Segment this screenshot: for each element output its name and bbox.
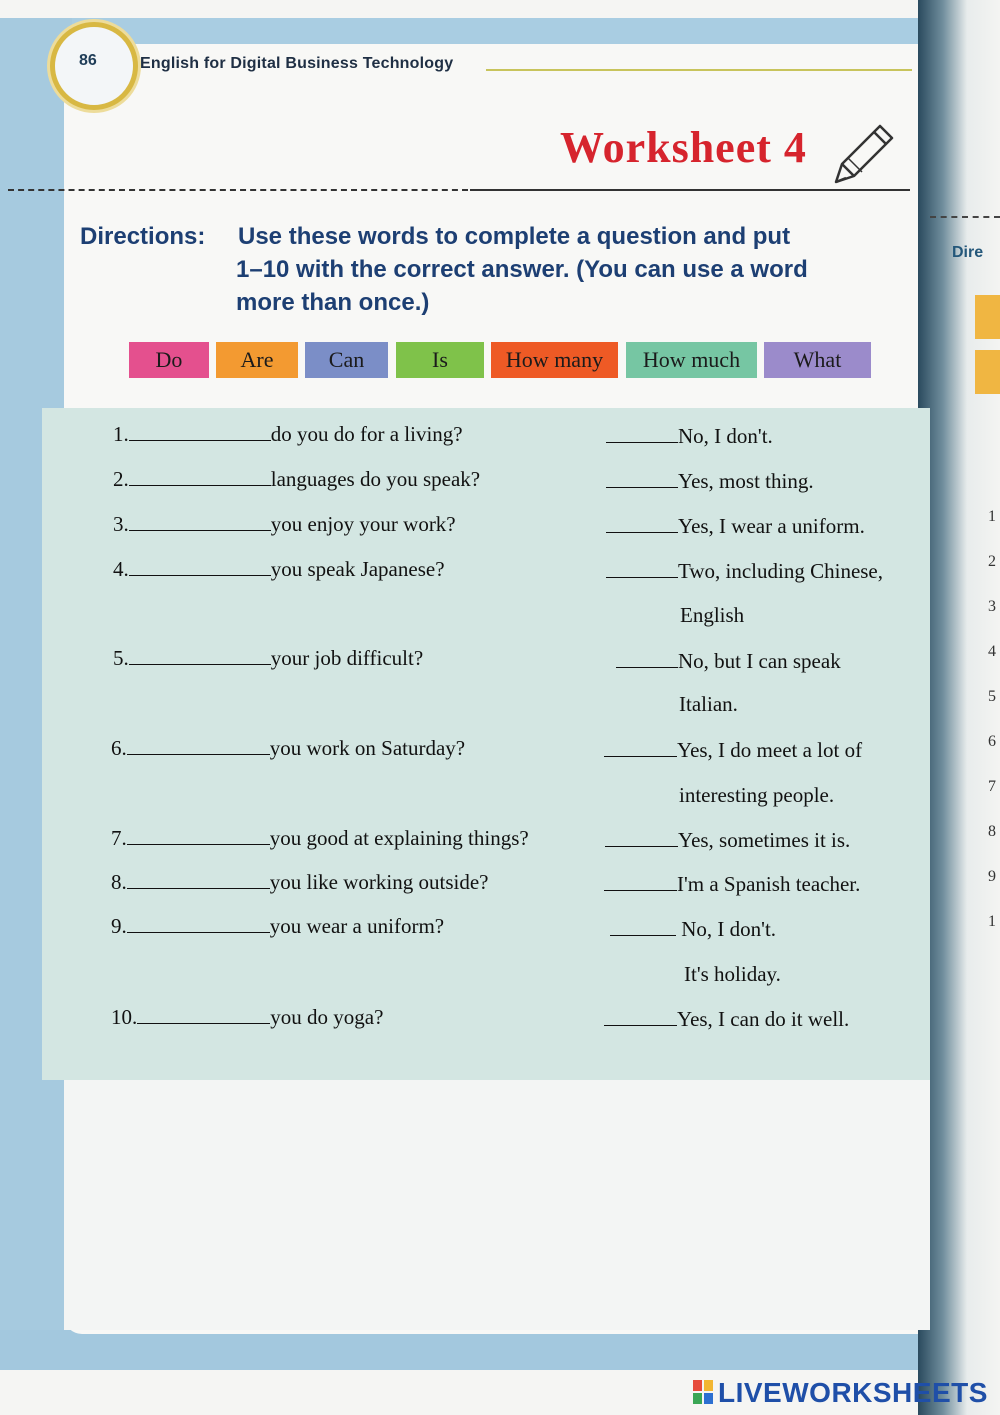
answer-blank[interactable] xyxy=(127,914,270,933)
answer-text: Yes, most thing. xyxy=(678,469,814,493)
spine-number: 9 xyxy=(988,868,996,885)
question-number: 2. xyxy=(113,467,129,491)
question-text: your job difficult? xyxy=(270,646,424,670)
question-row xyxy=(113,467,480,492)
word-bank-how-many[interactable]: How many xyxy=(491,342,618,378)
answer-continuation: It's holiday. xyxy=(684,962,781,986)
word-bank-is[interactable]: Is xyxy=(396,342,484,378)
match-blank[interactable] xyxy=(610,917,676,936)
book-title: English for Digital Business Technology xyxy=(140,55,454,72)
question-number: 5. xyxy=(113,646,129,670)
question-row xyxy=(111,736,465,761)
match-blank[interactable] xyxy=(604,738,677,757)
lower-page-area xyxy=(64,1080,930,1330)
answer-text: Yes, I can do it well. xyxy=(677,1007,850,1031)
match-blank[interactable] xyxy=(616,649,678,668)
spine-divider xyxy=(930,216,1000,218)
worksheet-title: Worksheet 4 xyxy=(560,123,807,172)
answer-row xyxy=(606,514,865,539)
question-text: you speak Japanese? xyxy=(270,557,445,581)
page-frame-bottom xyxy=(0,1330,930,1370)
question-text: languages do you speak? xyxy=(270,467,481,491)
answer-blank[interactable] xyxy=(129,557,271,576)
spine-numbers xyxy=(988,494,996,944)
question-text: do you do for a living? xyxy=(270,422,463,446)
question-row xyxy=(111,914,444,939)
spine-color-tab xyxy=(975,295,1000,339)
answer-continuation: interesting people. xyxy=(679,783,835,807)
answer-blank[interactable] xyxy=(129,646,271,665)
word-bank-are[interactable]: Are xyxy=(216,342,298,378)
spine-number: 5 xyxy=(988,688,996,705)
question-row xyxy=(111,826,529,851)
match-blank[interactable] xyxy=(606,559,678,578)
question-number: 8. xyxy=(111,870,127,894)
directions-text: Use these words to complete a question and put xyxy=(238,223,791,250)
answer-blank[interactable] xyxy=(127,736,270,755)
question-row xyxy=(113,422,463,447)
answer-row xyxy=(606,559,883,584)
match-blank[interactable] xyxy=(604,872,677,891)
word-bank-what[interactable]: What xyxy=(764,342,871,378)
question-row xyxy=(113,646,423,671)
answer-blank[interactable] xyxy=(129,422,271,441)
question-number: 6. xyxy=(111,736,127,760)
match-blank[interactable] xyxy=(605,828,678,847)
title-solid-rule xyxy=(470,189,910,191)
answer-row xyxy=(604,738,862,763)
question-number: 1. xyxy=(113,422,129,446)
word-bank-how-much[interactable]: How much xyxy=(626,342,757,378)
question-row xyxy=(111,870,488,895)
pencil-icon xyxy=(828,118,898,190)
answer-row xyxy=(604,872,860,897)
spine-number: 4 xyxy=(988,643,996,660)
question-number: 9. xyxy=(111,914,127,938)
answer-text: Yes, sometimes it is. xyxy=(678,828,851,852)
question-text: you work on Saturday? xyxy=(269,736,466,760)
liveworksheets-logo: LIVEWORKSHEETS xyxy=(718,1377,988,1408)
spine-number: 6 xyxy=(988,733,996,750)
spine-number: 7 xyxy=(988,778,996,795)
question-text: you like working outside? xyxy=(269,870,489,894)
answer-row xyxy=(610,917,776,942)
question-number: 7. xyxy=(111,826,127,850)
match-blank[interactable] xyxy=(606,469,678,488)
word-bank-can[interactable]: Can xyxy=(305,342,388,378)
question-text: you do yoga? xyxy=(270,1005,384,1029)
question-row xyxy=(113,512,456,537)
answer-row xyxy=(606,424,773,449)
answer-continuation: English xyxy=(680,603,745,627)
answer-row xyxy=(605,828,850,853)
spine-number: 3 xyxy=(988,598,996,615)
answer-blank[interactable] xyxy=(127,870,270,889)
answer-blank[interactable] xyxy=(129,467,271,486)
answer-text: Two, including Chinese, xyxy=(678,559,884,583)
spine-number: 2 xyxy=(988,553,996,570)
answer-continuation: Italian. xyxy=(679,692,738,716)
question-number: 10. xyxy=(111,1005,138,1029)
directions-text: 1–10 with the correct answer. (You can use a word xyxy=(236,256,808,283)
directions-text: more than once.) xyxy=(236,289,430,316)
title-dashed-rule xyxy=(8,189,468,191)
answer-row xyxy=(604,1007,849,1032)
question-text: you enjoy your work? xyxy=(270,512,456,536)
answer-text: Yes, I do meet a lot of xyxy=(677,738,863,762)
answer-text: No, I don't. xyxy=(681,917,777,941)
match-blank[interactable] xyxy=(606,424,678,443)
answer-row xyxy=(616,649,841,674)
question-text: you good at explaining things? xyxy=(269,826,529,850)
answer-blank[interactable] xyxy=(137,1005,270,1024)
word-bank-do[interactable]: Do xyxy=(129,342,209,378)
spine-label: Dire xyxy=(952,244,984,261)
question-row xyxy=(111,1005,383,1030)
answer-blank[interactable] xyxy=(129,512,271,531)
match-blank[interactable] xyxy=(606,514,678,533)
spine-number: 1 xyxy=(988,508,996,525)
question-row xyxy=(113,557,445,582)
answer-text: I'm a Spanish teacher. xyxy=(677,872,861,896)
directions-label: Directions: xyxy=(80,223,206,250)
answer-text: No, I don't. xyxy=(678,424,773,448)
match-blank[interactable] xyxy=(604,1007,677,1026)
page-number: 86 xyxy=(79,52,97,69)
liveworksheets-logo-icon xyxy=(693,1380,713,1404)
spine-number: 1 xyxy=(988,913,996,930)
answer-row xyxy=(606,469,814,494)
answer-text: Yes, I wear a uniform. xyxy=(678,514,865,538)
header-rule xyxy=(486,69,912,71)
question-number: 3. xyxy=(113,512,129,536)
spine-number: 8 xyxy=(988,823,996,840)
question-number: 4. xyxy=(113,557,129,581)
spine-color-tab xyxy=(975,350,1000,394)
question-text: you wear a uniform? xyxy=(269,914,445,938)
answer-blank[interactable] xyxy=(127,826,270,845)
answer-text: No, but I can speak xyxy=(678,649,841,673)
